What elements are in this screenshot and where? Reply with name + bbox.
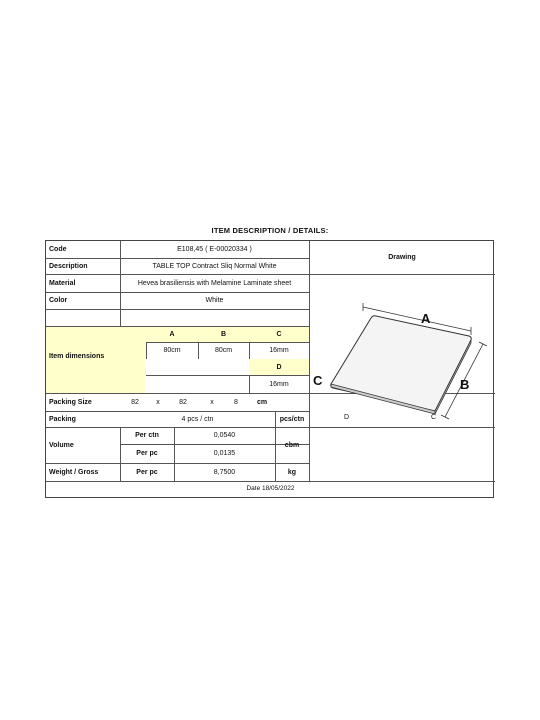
volume-per-pc-label: Per pc bbox=[136, 450, 158, 457]
item-details-sheet bbox=[45, 240, 494, 498]
profile-label-d: D bbox=[344, 414, 350, 421]
weight-value: 8,7500 bbox=[213, 468, 236, 476]
packing-size-width: 82 bbox=[179, 398, 187, 406]
weight-label: Weight / Gross bbox=[49, 468, 99, 476]
description-label: Description bbox=[49, 262, 88, 270]
color-label: Color bbox=[49, 297, 68, 304]
weight-unit: kg bbox=[287, 468, 297, 476]
packing-size-unit: cm bbox=[256, 398, 268, 406]
dimension-a-value: 80cm bbox=[163, 347, 181, 354]
dimension-b-value: 80cm bbox=[214, 347, 233, 354]
packing-size-length: 82 bbox=[131, 398, 139, 406]
code-value: E108,45 ( E-00020334 ) bbox=[177, 246, 252, 253]
volume-unit: cbm bbox=[284, 441, 300, 449]
dimension-c-header: C bbox=[276, 331, 282, 338]
dimension-c-value: 16mm bbox=[269, 347, 289, 354]
packing-size-height: 8 bbox=[234, 398, 238, 406]
drawing-title: Drawing bbox=[388, 254, 416, 261]
description-value: TABLE TOP Contract Sliq Normal White bbox=[152, 262, 277, 270]
divider bbox=[46, 309, 309, 310]
material-value: Hevea brasiliensis with Melamine Laminate sheet bbox=[137, 279, 292, 287]
volume-label: Volume bbox=[49, 441, 74, 449]
weight-per-pc-label: Per pc bbox=[136, 468, 158, 476]
material-label: Material bbox=[49, 279, 76, 287]
profile-label-c: C bbox=[431, 414, 437, 421]
dimension-header-band bbox=[46, 327, 146, 342]
drawing-label-c: C bbox=[313, 373, 323, 388]
item-dimensions-label: Item dimensions bbox=[49, 353, 105, 360]
volume-per-ctn-value: 0,0540 bbox=[213, 432, 236, 439]
volume-per-pc-value: 0,0135 bbox=[213, 450, 236, 457]
dimension-tick bbox=[479, 342, 487, 346]
dimension-tick bbox=[441, 415, 449, 419]
packing-unit: pcs/ctn bbox=[279, 415, 305, 423]
packing-size-separator: x bbox=[156, 398, 160, 406]
drawing-label-b: B bbox=[460, 377, 470, 392]
dimension-b-header: B bbox=[220, 331, 227, 338]
packing-size-separator: x bbox=[210, 398, 214, 406]
packing-value: 4 pcs / ctn bbox=[181, 415, 214, 423]
code-label: Code bbox=[49, 246, 67, 253]
color-value: White bbox=[205, 297, 224, 304]
drawing-label-a: A bbox=[421, 311, 431, 326]
packing-size-label: Packing Size bbox=[49, 398, 92, 406]
page-title: ITEM DESCRIPTION / DETAILS: bbox=[211, 226, 329, 235]
packing-label: Packing bbox=[49, 415, 76, 423]
dimension-a-header: A bbox=[169, 331, 175, 338]
date-footer: Date 18/05/2022 bbox=[246, 485, 295, 493]
table-top-drawing bbox=[309, 274, 495, 427]
dimension-d-header: D bbox=[276, 363, 282, 371]
drawing-area bbox=[309, 274, 495, 427]
table-top-surface bbox=[331, 316, 472, 411]
dimension-d-value: 16mm bbox=[269, 380, 289, 388]
volume-per-ctn-label: Per ctn bbox=[135, 432, 159, 439]
